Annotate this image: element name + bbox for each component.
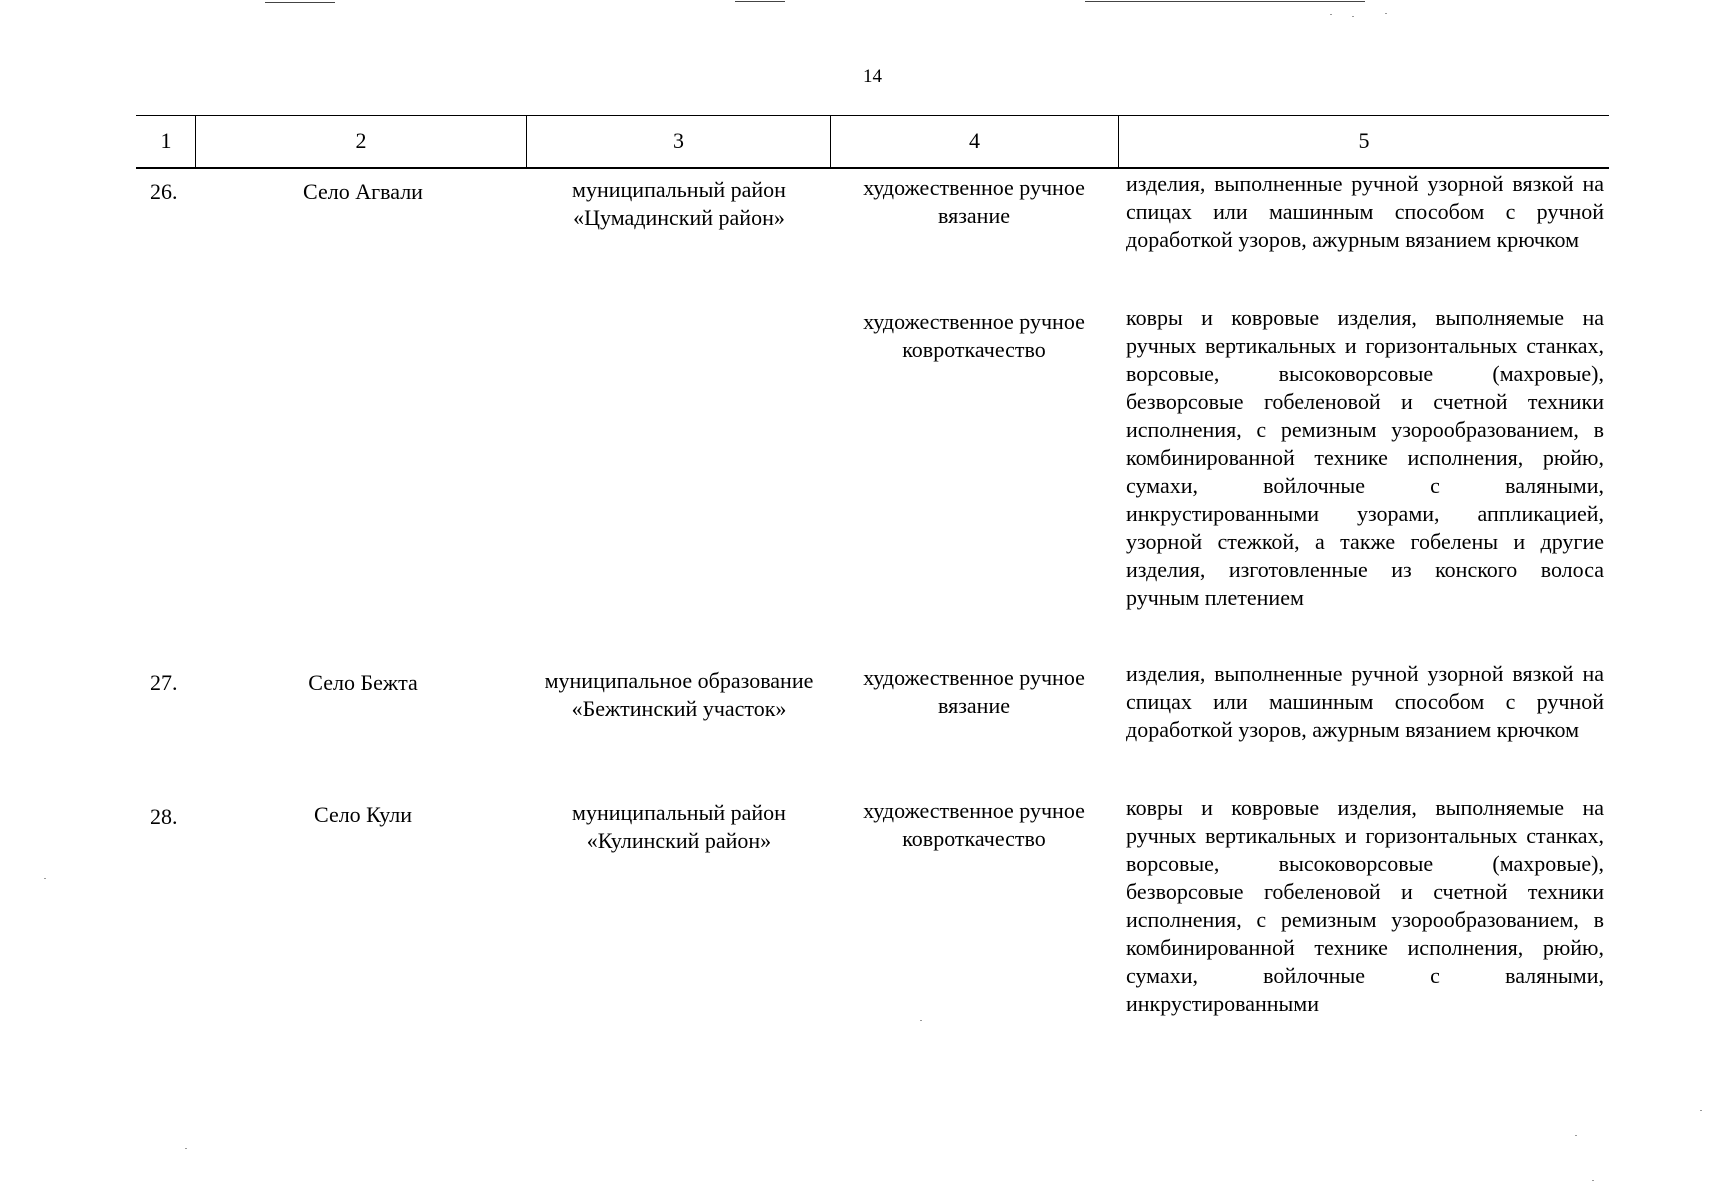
scan-edge-line [265,2,335,3]
scan-edge-line [1085,1,1365,2]
scan-speckle [185,1148,187,1149]
scan-speckle [1592,1180,1594,1181]
craft-type: художественное ручное вязание [863,175,1085,228]
scan-speckle [1330,14,1332,15]
column-header-2: 2 [355,128,367,153]
scan-speckle [1700,1110,1702,1111]
settlement-name: Село Бежта [308,670,418,695]
craft-type: художественное ручное ковроткачество [863,798,1085,851]
settlement-name: Село Кули [314,802,412,827]
column-header-1: 1 [160,128,172,153]
row-number: 26. [150,179,178,204]
craft-description: изделия, выполненные ручной узорной вязкой на спицах или машинным способом с ручной доработкой узоров, ажурным вязанием крючком [1126,661,1604,742]
page-number: 14 [863,66,882,87]
table-header-bottom-border [136,167,1609,169]
settlement-name: Село Агвали [303,179,423,204]
column-header-5: 5 [1358,128,1370,153]
scan-speckle [1352,16,1354,17]
scan-speckle [920,1020,922,1021]
row-number: 28. [150,804,178,829]
scan-edge-line [735,1,785,2]
craft-description: ковры и ковровые изделия, выполняемые на ручных вертикальных и горизонтальных станках, ворсовые, высоковорсовые (махровые), безворсовые гобеленовой и счетной техники исполнения, с ремизным узорообразованием, в комбинированной технике исполнения, рюйю, сумахи, войлочные с валяными, инкрустированными [1126,795,1604,1016]
craft-type: художественное ручное вязание [863,665,1085,718]
column-header-3: 3 [673,128,684,153]
scan-speckle [44,878,46,879]
scan-speckle [1575,1135,1577,1136]
row-number: 27. [150,670,178,695]
craft-description: ковры и ковровые изделия, выполняемые на ручных вертикальных и горизонтальных станках, ворсовые, высоковорсовые (махровые), безворсовые гобеленовой и счетной техники исполнения, с ремизным узорообразованием, в комбинированной технике исполнения, рюйю, сумахи, войлочные с валяными, инкрустированными узорами, аппликацией, узорной стежкой, а также гобелены и другие изделия, изготовленные из конского волоса ручным плетением [1126,305,1604,610]
scan-speckle [1385,13,1387,14]
district-name: муниципальный район «Кулинский район» [572,800,786,853]
table-header-top-border [136,115,1609,116]
district-name: муниципальное образование «Бежтинский участок» [544,668,814,721]
craft-type: художественное ручное ковроткачество [863,309,1085,362]
column-header-4: 4 [969,128,980,153]
craft-description: изделия, выполненные ручной узорной вязкой на спицах или машинным способом с ручной доработкой узоров, ажурным вязанием крючком [1126,171,1604,252]
district-name: муниципальный район «Цумадинский район» [572,177,786,230]
